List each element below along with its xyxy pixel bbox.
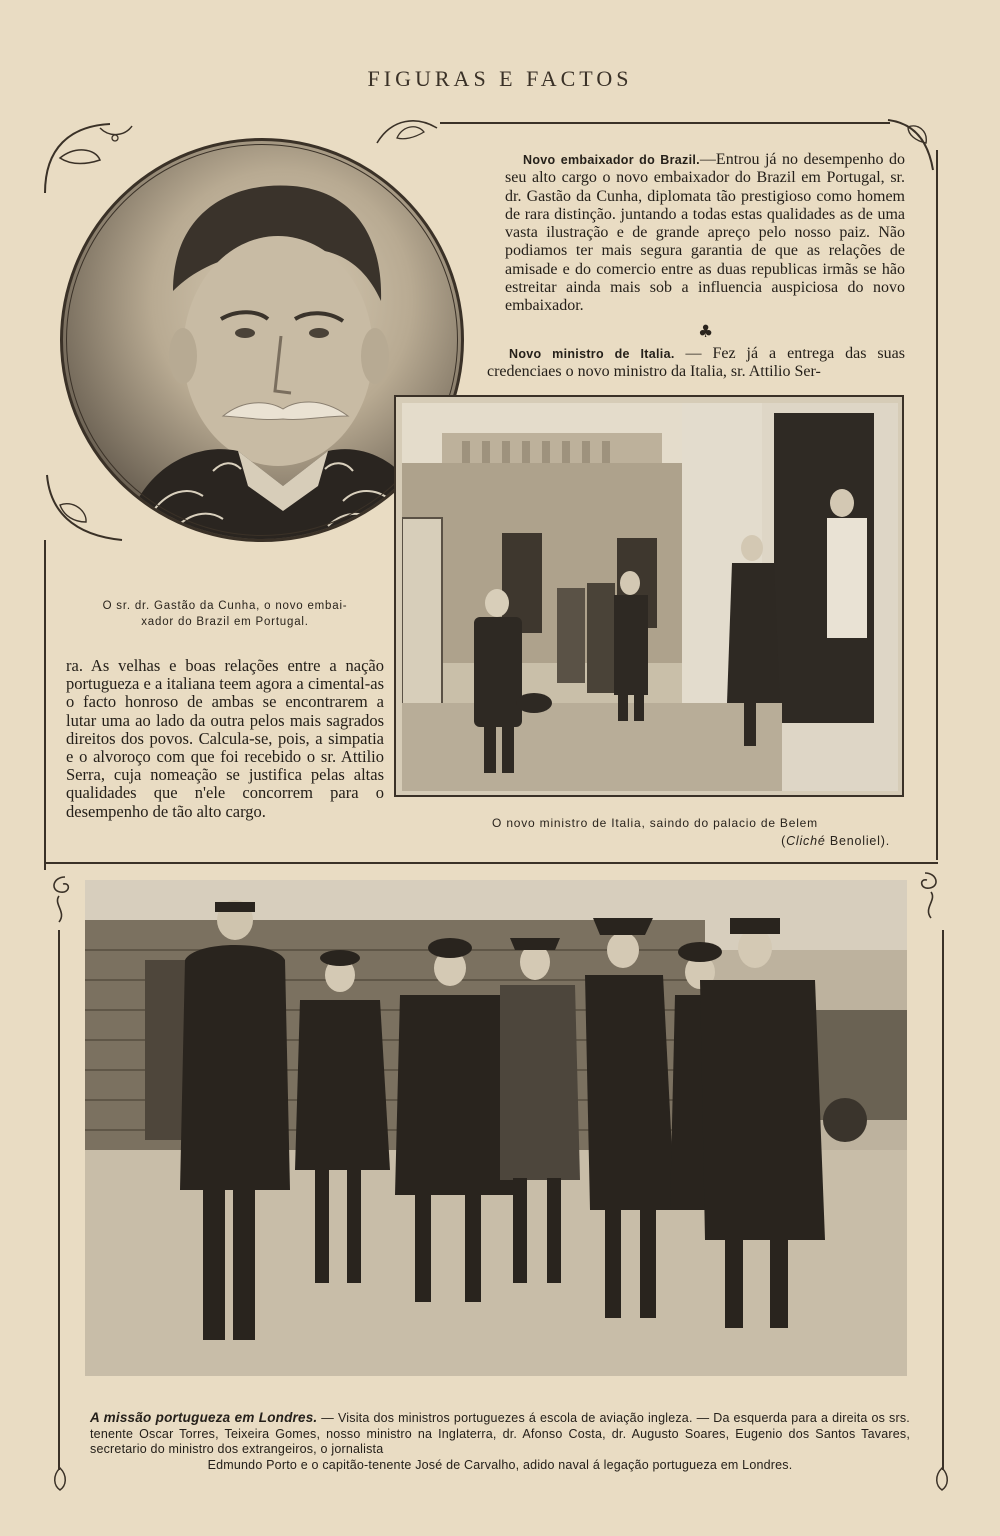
photo-missao-londres-image: [85, 880, 907, 1376]
bottom-right-rule: [942, 930, 944, 1470]
leaf-finial-icon: [50, 1466, 70, 1492]
club-separator-icon: ♣: [698, 322, 714, 342]
article-italia-body-start: — Fez já a entrega das suas credenciaes o novo ministro da Italia, sr. Attilio Ser-: [487, 345, 905, 381]
photo-italia-credit-italic: Cliché: [786, 834, 826, 848]
photo-palacio-belem: [394, 395, 904, 797]
photo-missao-londres: [85, 880, 907, 1376]
photo-londres-caption-last: Edmundo Porto e o capitão-tenente José de Carvalho, adido naval á legação portugueza em Londres.: [207, 1457, 793, 1472]
leaf-finial-icon: [932, 1466, 952, 1492]
portrait-caption-line1: O sr. dr. Gastão da Cunha, o novo embai-: [102, 600, 348, 612]
frame-left-rule: [44, 540, 46, 870]
article-italia-lead: Novo ministro de Italia.: [509, 347, 675, 361]
article-italia-continued: ra. As velhas e boas relações entre a nação portugueza e a italiana teem agora a cimental-as o facto honroso de ambas se encontrarem a lutar uma ao lado da outra pelos mais sagrados direitos dos povos. Calcula-se, pois, a simpatia e o alvoroço com que foi recebido o sr. Attilio Serra, cuja nomeação se justifica pelas altas qualidades que n'ele concorrem para o desempenho de tão alto cargo.: [66, 656, 384, 821]
photo-palacio-belem-image: [402, 403, 898, 791]
photo-italia-credit: [700, 833, 890, 849]
bottom-left-rule: [58, 930, 60, 1470]
page-header: FIGURAS E FACTOS: [367, 66, 633, 91]
article-brazil-body: —Entrou já no desempenho do seu alto cargo o novo embaixador do Brazil em Portugal, sr. dr. Gastão da Cunha, diplomata tão prestigioso como homem de rara distinção. juntando a todas estas qualidades as de uma vasta ilustração e de grande apreço pelo nosso paiz. Não podiamos ter mais segura garantia de que as relações de amisade e do comercio entre as duas republicas irmãs se hão estreitar ainda mais sob a influencia auspiciosa do novo embaixador.: [505, 151, 905, 315]
portrait-caption: [60, 598, 390, 630]
photo-londres-title: A missão portugueza em Londres.: [90, 1410, 318, 1425]
article-italia-start: [487, 345, 905, 382]
photo-italia-credit-open: (: [781, 834, 787, 848]
frame-right-rule: [936, 150, 938, 860]
photo-londres-caption: [90, 1410, 910, 1473]
swirl-ornament-icon: [45, 872, 85, 932]
photo-italia-credit-name: Benoliel).: [825, 834, 890, 848]
frame-divider-rule: [44, 862, 938, 864]
photo-londres-caption-body: — Visita dos ministros portuguezes á escola de aviação ingleza. — Da esquerda para a direita os srs. tenente Oscar Torres, Teixeira Gomes, nosso ministro na Inglaterra, dr. Afonso Costa, dr. Augusto Soares, Eugenio dos Santos Tavares, secretario do ministro dos extrangeiros, o jornalista: [90, 1411, 910, 1456]
portrait-caption-line2: xador do Brazil em Portugal.: [141, 616, 309, 628]
article-brazil-lead: Novo embaixador do Brazil.: [523, 153, 700, 167]
article-brazil: [505, 151, 905, 316]
swirl-ornament-icon: [905, 868, 945, 928]
frame-top-rule: [440, 122, 890, 124]
photo-italia-caption: O novo ministro de Italia, saindo do palacio de Belem: [492, 816, 818, 830]
